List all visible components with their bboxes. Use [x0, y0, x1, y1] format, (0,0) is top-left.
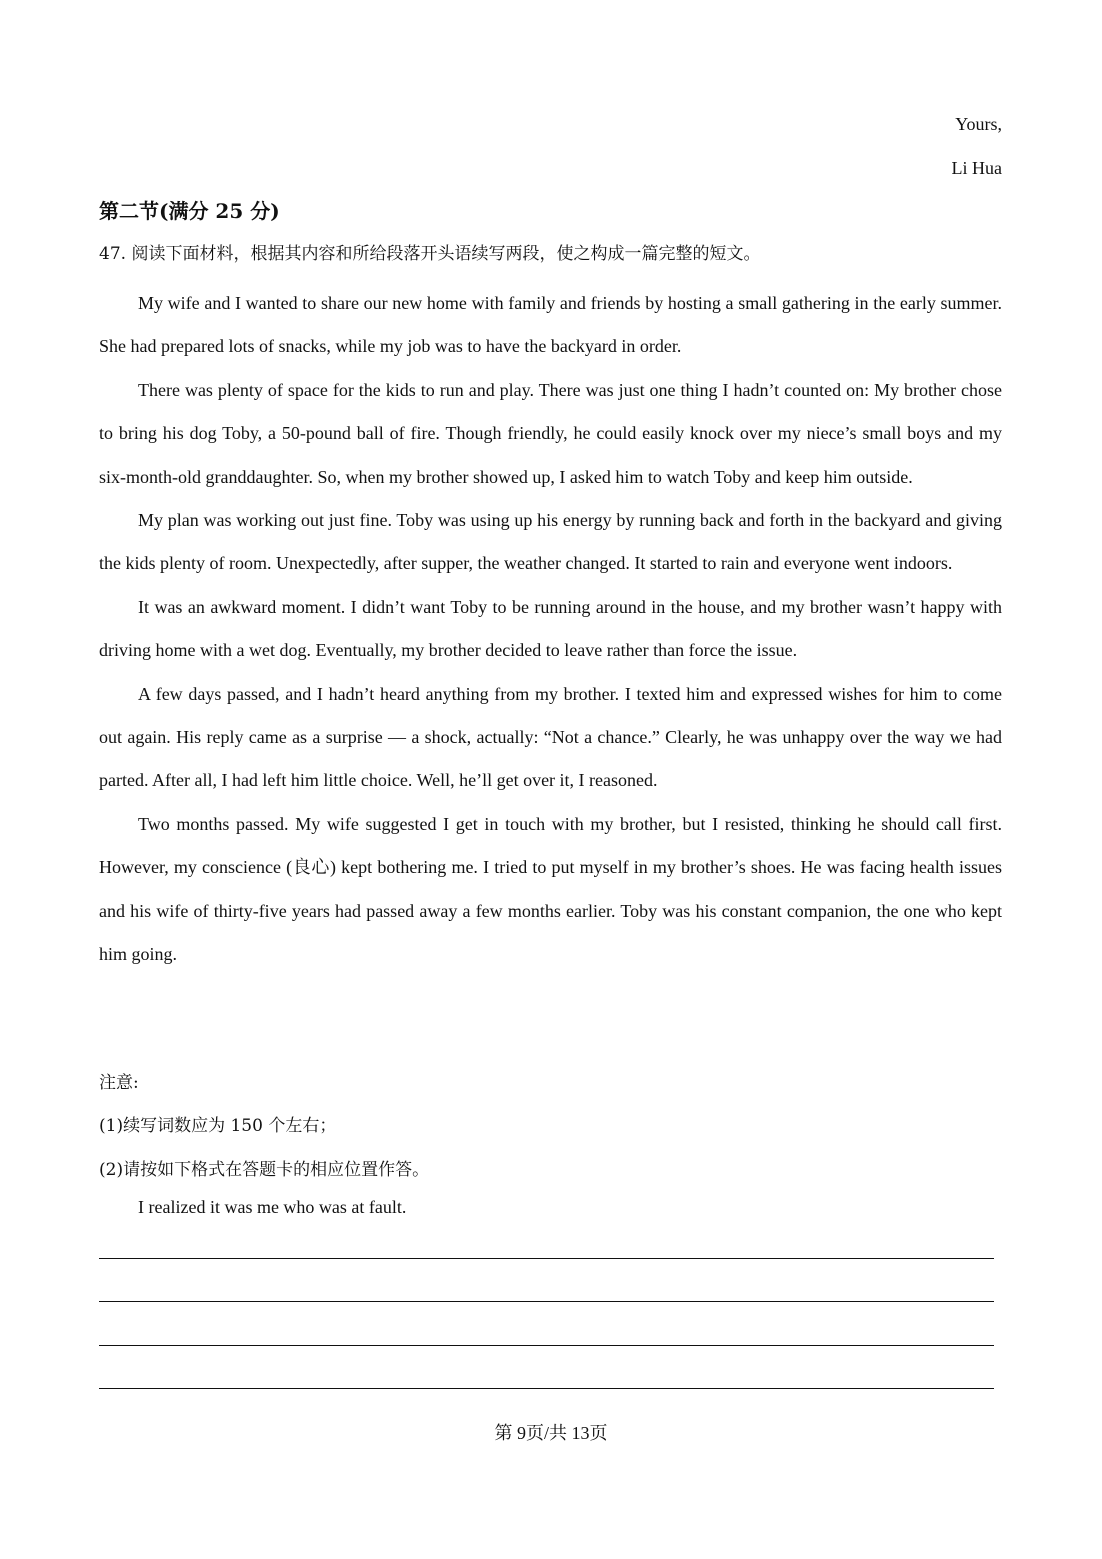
answer-line[interactable]: [99, 1388, 994, 1389]
passage-paragraph: My plan was working out just fine. Toby was using up his energy by running back and forth in the backyard and giving the kids plenty of room. Unexpectedly, after supper, the weather changed. It started to rain and everyone went indoors.: [99, 510, 1002, 574]
notes-item: (1)续写词数应为 150 个左右；: [99, 1116, 337, 1137]
notes-block: [99, 1062, 1002, 1192]
passage-paragraph: Two months passed. My wife suggested I get in touch with my brother, but I resisted, thinking he should call first. However, my conscience (良心) kept bothering me. I tried to put myself in my brother’s shoes. He was facing health issues and his wife of thirty-five years had passed away a few months earlier. Toby was his constant companion, the one who kept him going.: [99, 813, 1002, 965]
continuation-opening-sentence: I realized it was me who was at fault.: [138, 1197, 407, 1217]
passage-paragraph: There was plenty of space for the kids to run and play. There was just one thing I hadn’t counted on: My brother chose to bring his dog Toby, a 50-pound ball of fire. Though friendly, he could easily knock over my niece’s small boys and my six-month-old granddaughter. So, when my brother showed up, I asked him to watch Toby and keep him outside.: [99, 379, 1002, 487]
answer-line[interactable]: [99, 1345, 994, 1346]
page-number: 第 9页/共 13页: [494, 1423, 608, 1443]
passage-paragraph: It was an awkward moment. I didn’t want Toby to be running around in the house, and my brother wasn’t happy with driving home with a wet dog. Eventually, my brother decided to leave rather than force the issue.: [99, 596, 1002, 661]
passage-paragraph: My wife and I wanted to share our new home with family and friends by hosting a small gathering in the early summer. She had prepared lots of snacks, while my job was to have the backyard in order.: [99, 293, 1002, 357]
letter-signature-name: Li Hua: [951, 158, 1002, 178]
question-instruction: 47. 阅读下面材料，根据其内容和所给段落开头语续写两段，使之构成一篇完整的短文。: [99, 244, 761, 264]
answer-line[interactable]: [99, 1258, 994, 1259]
notes-item: (2)请按如下格式在答题卡的相应位置作答。: [99, 1159, 430, 1180]
passage-paragraph: A few days passed, and I hadn’t heard anything from my brother. I texted him and expressed wishes for him to come out again. His reply came as a surprise — a shock, actually: “Not a chance.” Clearly, he was unhappy over the way we had parted. After all, I had left him little choice. Well, he’ll get over it, I reasoned.: [99, 683, 1002, 791]
section-heading: 第二节(满分 25 分): [99, 199, 280, 223]
letter-sign-off: Yours,: [955, 114, 1002, 134]
notes-label: 注意:: [99, 1073, 139, 1093]
reading-passage: [99, 282, 1002, 977]
answer-line[interactable]: [99, 1301, 994, 1302]
